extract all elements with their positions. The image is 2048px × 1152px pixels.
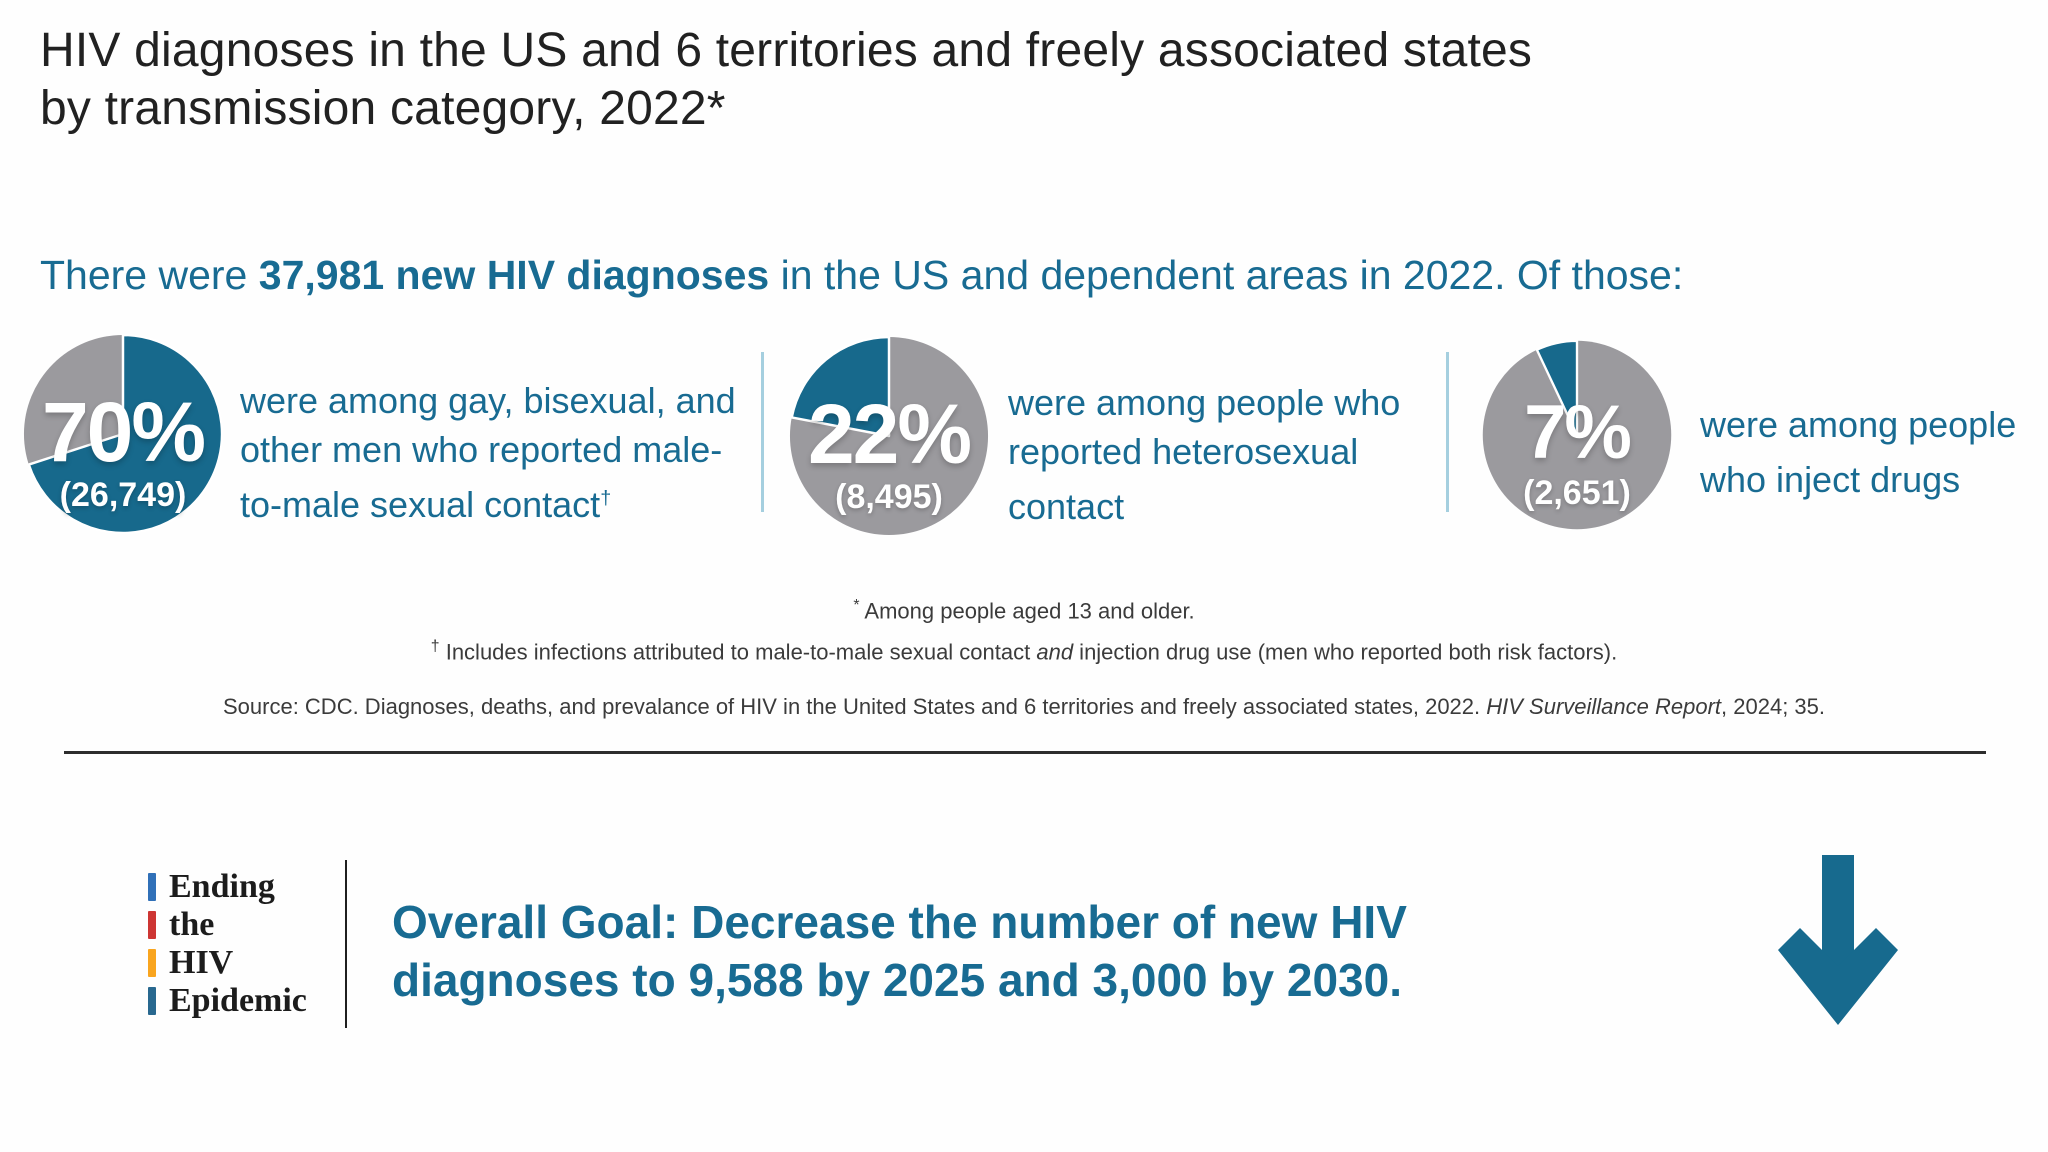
subtitle	[40, 252, 1683, 299]
logo-bar-blue	[148, 873, 156, 901]
pie-chart-heterosexual-svg	[786, 333, 992, 539]
logo-row	[148, 982, 307, 1020]
count-value: (2,651)	[1523, 473, 1631, 512]
goal-label: Overall Goal:	[392, 896, 679, 948]
logo-bar-red	[148, 911, 156, 939]
pie-chart-heterosexual	[786, 333, 992, 539]
overall-goal-text	[392, 893, 1542, 1009]
pie-chart-msm-svg	[20, 331, 226, 537]
dagger-marker: †	[430, 638, 440, 655]
description-heterosexual-text: were among people who reported heterosexual contact	[1008, 382, 1401, 527]
logo-row	[148, 944, 307, 982]
subtitle-post: in the US and dependent areas in 2022. Of those:	[769, 252, 1684, 298]
title-line1: HIV diagnoses in the US and 6 territories and freely associated states	[40, 24, 1533, 77]
dagger-marker: †	[600, 487, 612, 509]
logo-word: the	[169, 906, 215, 943]
vertical-separator-2	[1446, 352, 1449, 512]
logo-row	[148, 906, 307, 944]
page-title	[40, 22, 1532, 138]
subtitle-highlight: 37,981 new HIV diagnoses	[258, 252, 770, 298]
horizontal-divider	[64, 751, 1986, 754]
logo-word: HIV	[169, 944, 234, 981]
logo-word: Epidemic	[169, 982, 307, 1019]
logo-word: Ending	[169, 868, 275, 905]
subtitle-pre: There were	[40, 252, 259, 298]
count-value: (26,749)	[59, 476, 187, 515]
pie-chart-inject-drugs	[1479, 337, 1675, 533]
footnote-dagger-italic: and	[1036, 639, 1074, 665]
footnote-age-text: Among people aged 13 and older.	[859, 598, 1195, 624]
description-inject-drugs-text: were among people who inject drugs	[1700, 404, 2017, 500]
percent-value: 22%	[807, 386, 971, 481]
logo-row	[148, 868, 307, 906]
asterisk-marker: *	[853, 597, 860, 614]
source-post: , 2024; 35.	[1721, 694, 1826, 719]
footnote-dagger-post: injection drug use (men who reported both risk factors).	[1073, 639, 1618, 665]
pie-chart-inject-drugs-svg	[1479, 337, 1675, 533]
ending-hiv-epidemic-logo	[148, 868, 307, 1020]
count-value: (8,495)	[835, 478, 943, 517]
source-report-title: HIV Surveillance Report	[1486, 694, 1722, 719]
description-msm	[240, 376, 760, 529]
title-line2: by transmission category, 2022*	[40, 82, 726, 135]
percent-value: 70%	[41, 384, 205, 479]
percent-value: 7%	[1524, 390, 1630, 476]
footnote-dagger-text: Includes infections attributed to male-to-male sexual contact	[439, 639, 1037, 665]
logo-vertical-divider	[345, 860, 347, 1028]
description-inject-drugs	[1700, 400, 2045, 504]
vertical-separator-1	[761, 352, 764, 512]
source-citation	[0, 694, 2048, 720]
footnote-dagger	[0, 638, 2048, 665]
down-arrow-icon	[1772, 855, 1904, 1030]
goal-body: Decrease the number of new HIV diagnoses to 9,588 by 2025 and 3,000 by 2030.	[392, 896, 1407, 1006]
logo-bar-amber	[148, 949, 156, 977]
description-heterosexual	[1008, 378, 1438, 531]
footnote-age	[0, 597, 2048, 624]
pie-chart-msm	[20, 331, 226, 537]
logo-bar-teal	[148, 987, 156, 1015]
description-msm-text: were among gay, bisexual, and other men who reported male-to-male sexual contact	[240, 380, 736, 525]
source-text: Source: CDC. Diagnoses, deaths, and prevalance of HIV in the United States and 6 territories and freely associated states, 2022.	[222, 694, 1487, 719]
